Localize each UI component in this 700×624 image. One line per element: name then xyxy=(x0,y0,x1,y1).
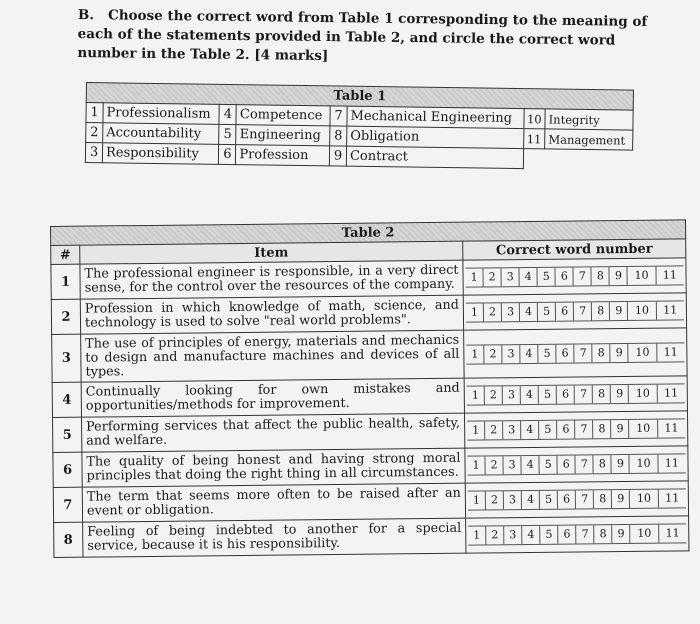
word-number: 3 xyxy=(85,143,102,163)
choice-number-option[interactable]: 1 xyxy=(471,347,479,361)
table-1-caption: Table 1 xyxy=(86,83,633,111)
choice-number-option[interactable]: 3 xyxy=(502,421,520,439)
choice-number-option[interactable]: 4 xyxy=(521,456,539,474)
choice-number-option[interactable]: 7 xyxy=(574,420,592,438)
choice-number-option[interactable]: 9 xyxy=(610,343,628,361)
choice-number-option[interactable]: 6 xyxy=(557,456,575,474)
row-item-text: The term that seems more often to be raised after an event or obligation. xyxy=(82,483,465,522)
choice-cell xyxy=(464,411,687,448)
choice-number-option[interactable]: 5 xyxy=(537,303,555,321)
choice-number-option[interactable]: 1 xyxy=(472,493,480,507)
choice-number-option[interactable]: 10 xyxy=(627,267,655,285)
choice-cell xyxy=(465,446,688,483)
choice-number-option[interactable]: 6 xyxy=(556,344,574,362)
choice-number-option[interactable]: 6 xyxy=(556,421,574,439)
choice-number-option[interactable]: 7 xyxy=(573,302,591,320)
row-item-text: Feeling of being indebted to another for a special service, because it is his responsibility. xyxy=(83,518,466,557)
choice-number-option[interactable]: 4 xyxy=(520,421,538,439)
choice-number-option[interactable]: 1 xyxy=(472,423,480,437)
choice-number-option[interactable]: 9 xyxy=(612,525,630,543)
choice-number-option[interactable]: 5 xyxy=(539,456,557,474)
choice-number-option[interactable]: 9 xyxy=(611,455,629,473)
choice-number-option[interactable]: 9 xyxy=(610,420,628,438)
choice-number-option[interactable]: 10 xyxy=(627,302,655,320)
choice-number-option[interactable]: 5 xyxy=(537,344,555,362)
choice-number-option[interactable]: 1 xyxy=(470,305,479,319)
question-number: B. xyxy=(77,6,95,24)
word-number: 9 xyxy=(329,146,346,166)
header-choices: Correct word number xyxy=(463,239,686,260)
choice-number-option[interactable]: 2 xyxy=(485,526,503,544)
word: Profession xyxy=(236,145,330,166)
choice-number-option[interactable]: 11 xyxy=(655,266,683,284)
choice-number-option[interactable]: 3 xyxy=(501,268,519,286)
row-item-text: The use of principles of energy, materials and mechanics to design and manufacture machines and devices of all types. xyxy=(81,330,464,382)
row-number: 3 xyxy=(52,334,82,382)
choice-number-option[interactable]: 6 xyxy=(555,303,573,321)
choice-number-option[interactable]: 2 xyxy=(483,303,501,321)
row-item-text: The quality of being honest and having strong moral principles that doing the right thing in all circumstances. xyxy=(82,448,465,487)
choice-number-option[interactable]: 3 xyxy=(503,456,521,474)
choice-cell xyxy=(463,258,686,295)
choice-list xyxy=(468,488,686,510)
choice-number-option[interactable]: 8 xyxy=(592,344,610,362)
row-item-text: Performing services that affect the public health, safety, and welfare. xyxy=(82,413,465,452)
choice-number-option[interactable]: 3 xyxy=(503,526,521,544)
table-row xyxy=(54,516,689,558)
choice-number-option[interactable]: 5 xyxy=(538,386,556,404)
choice-number-option[interactable]: 8 xyxy=(592,420,610,438)
word: Integrity xyxy=(545,109,633,130)
choice-number-option[interactable]: 8 xyxy=(593,525,611,543)
choice-number-option[interactable]: 10 xyxy=(629,490,657,508)
word: Obligation xyxy=(347,126,524,148)
question-b xyxy=(77,6,678,70)
word-number: 7 xyxy=(330,106,347,126)
word: Contract xyxy=(346,146,523,168)
row-item-text: Continually looking for own mistakes and opportunities/methods for improvement. xyxy=(81,378,464,417)
word: Competence xyxy=(236,105,330,126)
choice-number-option[interactable]: 3 xyxy=(501,345,519,363)
choice-number-option[interactable]: 11 xyxy=(656,343,684,361)
choice-number-option[interactable]: 5 xyxy=(539,491,557,509)
choice-number-option[interactable]: 1 xyxy=(472,458,480,472)
question-text: Choose the correct word from Table 1 corresponding to the meaning of each of the statements provided in Table 2, and circle the correct word number in the Table 2. [4 marks] xyxy=(77,7,648,65)
choice-number-option[interactable]: 2 xyxy=(485,491,503,509)
row-item-text: Profession in which knowledge of math, science, and technology is used to solve "real world problems". xyxy=(80,295,463,334)
choice-number-option[interactable]: 4 xyxy=(521,526,539,544)
choice-number-option[interactable]: 4 xyxy=(520,386,538,404)
choice-list xyxy=(467,418,685,440)
choice-number-option[interactable]: 5 xyxy=(537,268,555,286)
choice-number-option[interactable]: 6 xyxy=(556,386,574,404)
choice-number-option[interactable]: 1 xyxy=(473,528,481,542)
choice-number-option[interactable]: 10 xyxy=(628,385,656,403)
choice-number-option[interactable]: 9 xyxy=(609,267,627,285)
choice-list xyxy=(466,342,684,364)
choice-cell xyxy=(463,293,686,330)
word: Management xyxy=(545,129,633,150)
word-number: 10 xyxy=(523,109,545,129)
choice-cell xyxy=(464,328,687,378)
choice-number-option[interactable]: 7 xyxy=(575,525,593,543)
choice-number-option[interactable]: 4 xyxy=(519,268,537,286)
choice-number-option[interactable]: 11 xyxy=(657,489,685,507)
choice-list xyxy=(467,383,685,405)
choice-number-option[interactable]: 7 xyxy=(573,267,591,285)
choice-number-option[interactable]: 9 xyxy=(610,385,628,403)
word: Accountability xyxy=(103,123,220,145)
choice-number-option[interactable]: 11 xyxy=(658,524,686,542)
header-num: # xyxy=(51,245,80,264)
choice-number-option[interactable]: 8 xyxy=(593,490,611,508)
choice-number-option[interactable]: 5 xyxy=(538,421,556,439)
choice-list xyxy=(468,523,686,545)
choice-number-option[interactable]: 3 xyxy=(502,386,520,404)
choice-number-option[interactable]: 3 xyxy=(501,303,519,321)
choice-number-option[interactable]: 6 xyxy=(557,491,575,509)
choice-number-option[interactable]: 8 xyxy=(591,302,609,320)
word-number: 2 xyxy=(86,123,103,143)
choice-number-option[interactable]: 8 xyxy=(593,455,611,473)
choice-number-option[interactable]: 10 xyxy=(628,343,656,361)
row-number: 1 xyxy=(51,264,80,299)
row-number: 5 xyxy=(53,417,82,452)
choice-number-option[interactable]: 2 xyxy=(483,268,501,286)
choice-number-option[interactable]: 10 xyxy=(629,455,657,473)
row-number: 6 xyxy=(53,452,82,487)
word-number: 4 xyxy=(219,104,236,124)
choice-number-option[interactable]: 5 xyxy=(539,526,557,544)
word-number: 11 xyxy=(523,129,545,149)
choice-number-option[interactable]: 2 xyxy=(484,386,502,404)
choice-number-option[interactable]: 10 xyxy=(630,525,658,543)
choice-cell xyxy=(465,481,688,518)
choice-number-option[interactable]: 7 xyxy=(574,385,592,403)
choice-cell xyxy=(464,376,687,413)
choice-number-option[interactable]: 1 xyxy=(470,270,478,284)
choice-number-option[interactable]: 1 xyxy=(471,388,479,402)
choice-number-option[interactable]: 4 xyxy=(519,303,537,321)
choice-list xyxy=(467,453,685,475)
choice-number-option[interactable]: 8 xyxy=(592,385,610,403)
choice-number-option[interactable]: 11 xyxy=(657,454,685,472)
table-2 xyxy=(50,219,689,558)
choice-number-option[interactable]: 10 xyxy=(628,420,656,438)
header-item: Item xyxy=(80,241,463,264)
choice-number-option[interactable]: 9 xyxy=(609,302,627,320)
table-row xyxy=(52,328,687,383)
choice-number-option[interactable]: 4 xyxy=(519,344,537,362)
choice-number-option[interactable]: 2 xyxy=(483,345,501,363)
word: Engineering xyxy=(236,125,330,146)
table-1 xyxy=(85,82,634,171)
choice-number-option[interactable]: 11 xyxy=(656,384,684,402)
row-number: 4 xyxy=(52,382,81,417)
choice-number-option[interactable]: 7 xyxy=(574,344,592,362)
word: Responsibility xyxy=(102,143,219,165)
word: Professionalism xyxy=(103,103,220,125)
row-number: 8 xyxy=(54,522,83,557)
choice-number-option[interactable]: 11 xyxy=(656,301,684,319)
choice-number-option[interactable]: 7 xyxy=(575,455,593,473)
choice-number-option[interactable]: 11 xyxy=(657,419,685,437)
choice-cell xyxy=(466,516,689,553)
row-number: 2 xyxy=(51,299,80,334)
choice-list xyxy=(466,300,684,322)
row-number: 7 xyxy=(53,487,82,522)
choice-number-option[interactable]: 8 xyxy=(591,267,609,285)
word-number: 6 xyxy=(219,144,236,164)
choice-number-option[interactable]: 6 xyxy=(557,526,575,544)
choice-number-option[interactable]: 3 xyxy=(503,491,521,509)
row-item-text: The professional engineer is responsible, in a very direct sense, for the control over the resources of the company. xyxy=(80,260,463,299)
word-number: 1 xyxy=(86,103,103,123)
choice-number-option[interactable]: 2 xyxy=(484,421,502,439)
table-2-caption: Table 2 xyxy=(51,220,686,246)
word-number: 8 xyxy=(330,126,347,146)
word: Mechanical Engineering xyxy=(347,106,524,128)
choice-number-option[interactable]: 9 xyxy=(611,490,629,508)
choice-number-option[interactable]: 2 xyxy=(484,456,502,474)
choice-number-option[interactable]: 6 xyxy=(555,268,573,286)
choice-number-option[interactable]: 4 xyxy=(521,491,539,509)
word-number: 5 xyxy=(219,124,236,144)
choice-number-option[interactable]: 7 xyxy=(575,490,593,508)
choice-list xyxy=(465,265,683,287)
